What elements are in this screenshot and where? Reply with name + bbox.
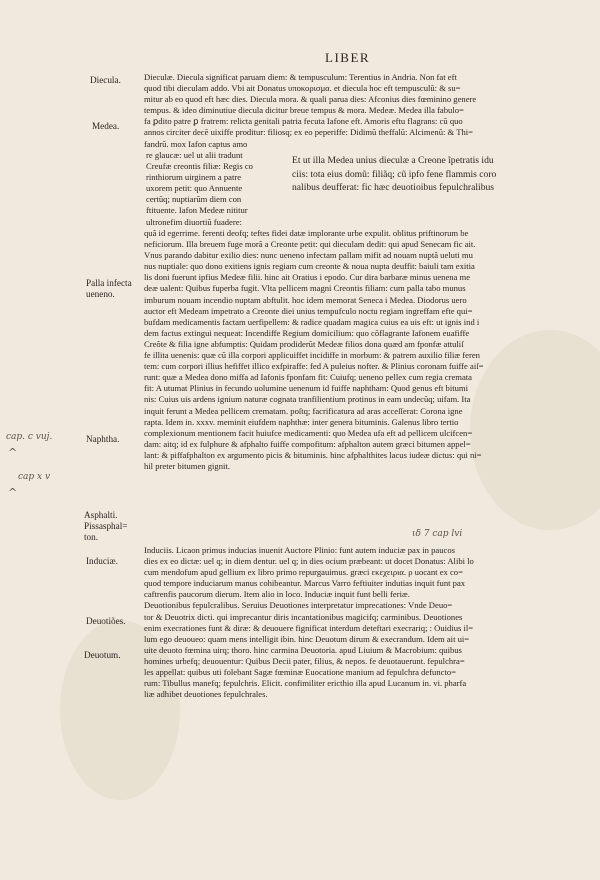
margin-note-naphtha: Naphtha. [86, 434, 120, 444]
margin-note-palla-line: ueneno. [86, 289, 115, 299]
text-block-induciae [144, 545, 576, 700]
margin-note-medea: Medea. [92, 121, 120, 131]
margin-note-induciae: Induciæ. [86, 556, 118, 566]
margin-note-asphalti-line: ton. [84, 532, 99, 542]
text-line: lis doni fuerunt ipfius Medeæ filii. hinc ait Oratius i epodo. Cur dira barbaræ minus uenena me [144, 272, 471, 283]
text-line: homines urbefq; deuouentur: Quibus Decii pater, filius, & nepos. fe deuotauerunt. fepulchra= [144, 655, 465, 666]
text-line: fandrũ. mox Iafon captus amo [144, 138, 248, 149]
text-line: Creõte & filia igne abfumptis: Quidam prodiderũt Medeæ filios dona quæd am fponfæ attuliſ [144, 338, 464, 349]
text-line: mitur ab eo quod eft hæc dies. Diecula mora. & quali parua dies: Afconius dies fœminino genere [144, 94, 477, 105]
text-line: ultronefim diuortiũ fuadere: [146, 216, 242, 227]
text-line: complexionum mentionem facit huiufce medicamenti: quo Medea ufa eft ad pellicem ulcifcen= [144, 427, 473, 438]
margin-note-asphalti-line: Pissasphal= [84, 521, 128, 531]
caret-mark: ^ [8, 486, 18, 499]
text-line: tor & Deuotrix dicti. qui imprecantur diris incantationibus magicifq; carminibus. Deuotiones [144, 611, 463, 622]
running-head: LIBER [325, 50, 371, 65]
text-line: dam: aitq; id ex fulphure & afphalto fuiffe compofitum: afphalton autem græci bitumen appel= [144, 438, 471, 449]
text-line: rapta. Idem in. xxxv. meminit eiufdem naphthæ: inter genera bituminis. Galenus libro tertio [144, 416, 459, 427]
text-line: les appellat: quibus uti folebant Sagæ fœminæ Euocatione manium ad fepulchra defuncto= [144, 667, 456, 678]
margin-note-asphalti-line: Asphalti. [84, 510, 118, 520]
text-line: fit: A utumat Plinius in fecundo uolumine uenenum id fuiffe naphtham: Quod genus eft bitumi [144, 383, 468, 394]
handwritten-annotation: cap. c vuj. [6, 432, 53, 442]
text-line: lum ego deuoueo: quam mens intelligit ibin. hinc Deuotum dirum & execrandum. Idem ait ui= [144, 633, 470, 644]
margin-note-palla-line: Palla infecta [86, 278, 132, 288]
quote-line: ciis: tota eius domũ: filiãq; cũ ipfo fene flammis coro [292, 168, 497, 180]
text-line: certũq; nuptiarũm diem con [146, 194, 242, 205]
text-line: Vnus parando dabitur exilio dies: nunc ueneno infectam pallam mifit ad nouam nuptã ueluti mu [144, 250, 473, 261]
text-line: dem factus extingui nequeat: Incendiffe Regium domicilium: quo cõflagrante Iafonem euafiffe [144, 327, 470, 338]
caret-mark: ^ [8, 446, 18, 459]
quote-line: Et ut illa Medea unius dieculæ a Creone ĩpetratis idu [292, 155, 494, 166]
margin-note-deuotiones: Deuotiões. [86, 616, 126, 626]
text-line: Creufæ creontis filiæ: Regis co [146, 161, 253, 172]
text-line: Induciis. Licaon primus inducias inuenit Auctore Plinio: funt autem induciæ pax in paucos [144, 545, 455, 555]
handwritten-annotation: cap x v [18, 472, 51, 482]
text-line: fe illita uenenis: quæ cũ illa corpori applicuiffet incidiffe in morbum: & patrem auxilio filiæ feren [144, 350, 480, 361]
margin-note-asphalti [84, 510, 127, 543]
text-line: bufdam medicamentis factam uerfipellem: & radice quadam magica cuius ea uis eft: ut ignis ind i [144, 316, 480, 327]
text-line: tem: cum corpori illius hefiffet illico exfpiraffe: fed A puleius nofter. & Plinius coronam fuiffe aiſ= [144, 361, 484, 372]
text-line: quod tempore induciarum manus cohibeantur. Marcus Varro feftiuiter indutias inquit funt pax [144, 578, 466, 589]
text-line: tempus. & ideo diminutiue diecula dicitur breue tempus & mora. Medeæ. Medea illa fabulo= [144, 105, 464, 116]
text-line: imburum nouam incendio nuptam abftulit. hoc idem memorat Seneca i Medea. Diodorus uero [144, 294, 467, 305]
text-line: fa ꝑdito patre ꝑ fratrem: relicta genitali patria fecuta Iafone eft. Amoris eftu flagrans: cũ quo [144, 116, 463, 127]
text-line: enim execrationes funt & diræ: & deuouere fignificat interdum deteftari execrariq; : Ouidius il= [144, 622, 474, 633]
margin-note-deuotum: Deuotum. [84, 650, 121, 660]
margin-note-palla [86, 278, 132, 300]
text-line: deæ ualent: Quibus fuperba fugit. Vlta pellicem magni Creontis filiam: cum palla tabo munus [144, 283, 466, 294]
text-block-medea [144, 228, 576, 472]
text-line: uxorem petit: quo Annuente [146, 183, 243, 194]
text-line: dies ex eo dictæ: uel q; in diem dentur. uel q; in dies ocium præbeant: ut docet Donatus: Alibi lo [144, 556, 474, 567]
text-line: lant: & piffafphalton ex argumento picis & bituminis. hinc afphalthites lacus iudeæ dictus: qui ni= [144, 449, 482, 460]
text-line: nis: Cuius uis ardens ignium naturæ cognata tranfilientium protinus in eam undecũq; uifam. Ita [144, 394, 471, 405]
text-line: hil preter bitumen gignit. [144, 460, 230, 471]
quote-line: nalibus deufferat: fic hæc deuotioibus fepulchralibus [292, 182, 495, 194]
text-line: auctor eft Medeam impetrato a Creonte diei unius tempufculo noctu regiam ingreffam efte qui= [144, 305, 473, 316]
text-line: re glaucæ: uel ut alii tradunt [146, 150, 243, 160]
text-line: nus nuptiale: quo dono exitiens ignis regiam cum creonte & noua nupta deuffit: baiuli tam exitia [144, 261, 475, 272]
text-line: annos circiter decẽ uixiffe proditur: filiosq; ex eo peperiffe: Didimũ theffalũ: Alcimenũ: & Thi= [144, 127, 474, 138]
handwritten-annotation: ιδ 7 cap lvi [412, 529, 463, 539]
text-line: liæ adhibet deuotiones fepulchrales. [144, 689, 268, 700]
text-line: runt: quæ a Medea dono miffa ad Iafonis fponfam fit: Cuiufq; ueneno pellex cum regia cremata [144, 372, 472, 383]
text-line: uite deuoto fœmina uirq; thoro. hinc carmina Deuotoria. apud Liuium & Macrobium: quibus [144, 644, 462, 655]
text-line: Deuotionibus fepulcralibus. Seruius Deuotiones interpretatur imprecationes: Vnde Deuo= [144, 600, 453, 611]
text-line: neficiorum. Illa breuem fuge morã a Creonte petit: qui dieculam dedit: qui apud Senecam fic ait. [144, 239, 476, 250]
margin-note-diecula: Diecula. [90, 75, 121, 85]
text-line: caftrenfis paucorum dierum. Item alio in loco. Induciæ inquit funt belli feriæ. [144, 589, 410, 600]
lemma-quote [292, 154, 576, 195]
text-line: quod tibi dieculam addo. Vbi ait Donatus υπoκορισμα. et diecula hoc eft tempusculũ: & su= [144, 83, 461, 94]
text-line: rinthiorum uirginem a patre [146, 172, 242, 183]
text-line: ftituente. Iafon Medeæ nititur [146, 205, 248, 216]
text-line: inquit ferunt a Medea pellicem crematam. poſtq; facrificatura ad aras acceſſerat: Corona igne [144, 405, 463, 416]
text-block-inset [146, 150, 274, 228]
text-line: rum: Tibullus manefq; fepulchris. Elicit. confimiliter ericthio illa apud Lucanum in. vi. pharfa [144, 678, 467, 689]
text-block-diecula [144, 72, 576, 150]
text-line: cum mendofum apud gellium ex libro primo repurgauimus. græci εκεχειρια. ρ uocant ex co= [144, 567, 463, 578]
text-line: Dieculæ. Diecula significat paruam diem: & tempusculum: Terentius in Andria. Non fat eft [144, 72, 457, 82]
text-line: quã id egerrime. ferenti deofq; teftes fidei datæ implorante urbe expulit. oblitus priftinorum be [144, 228, 469, 238]
